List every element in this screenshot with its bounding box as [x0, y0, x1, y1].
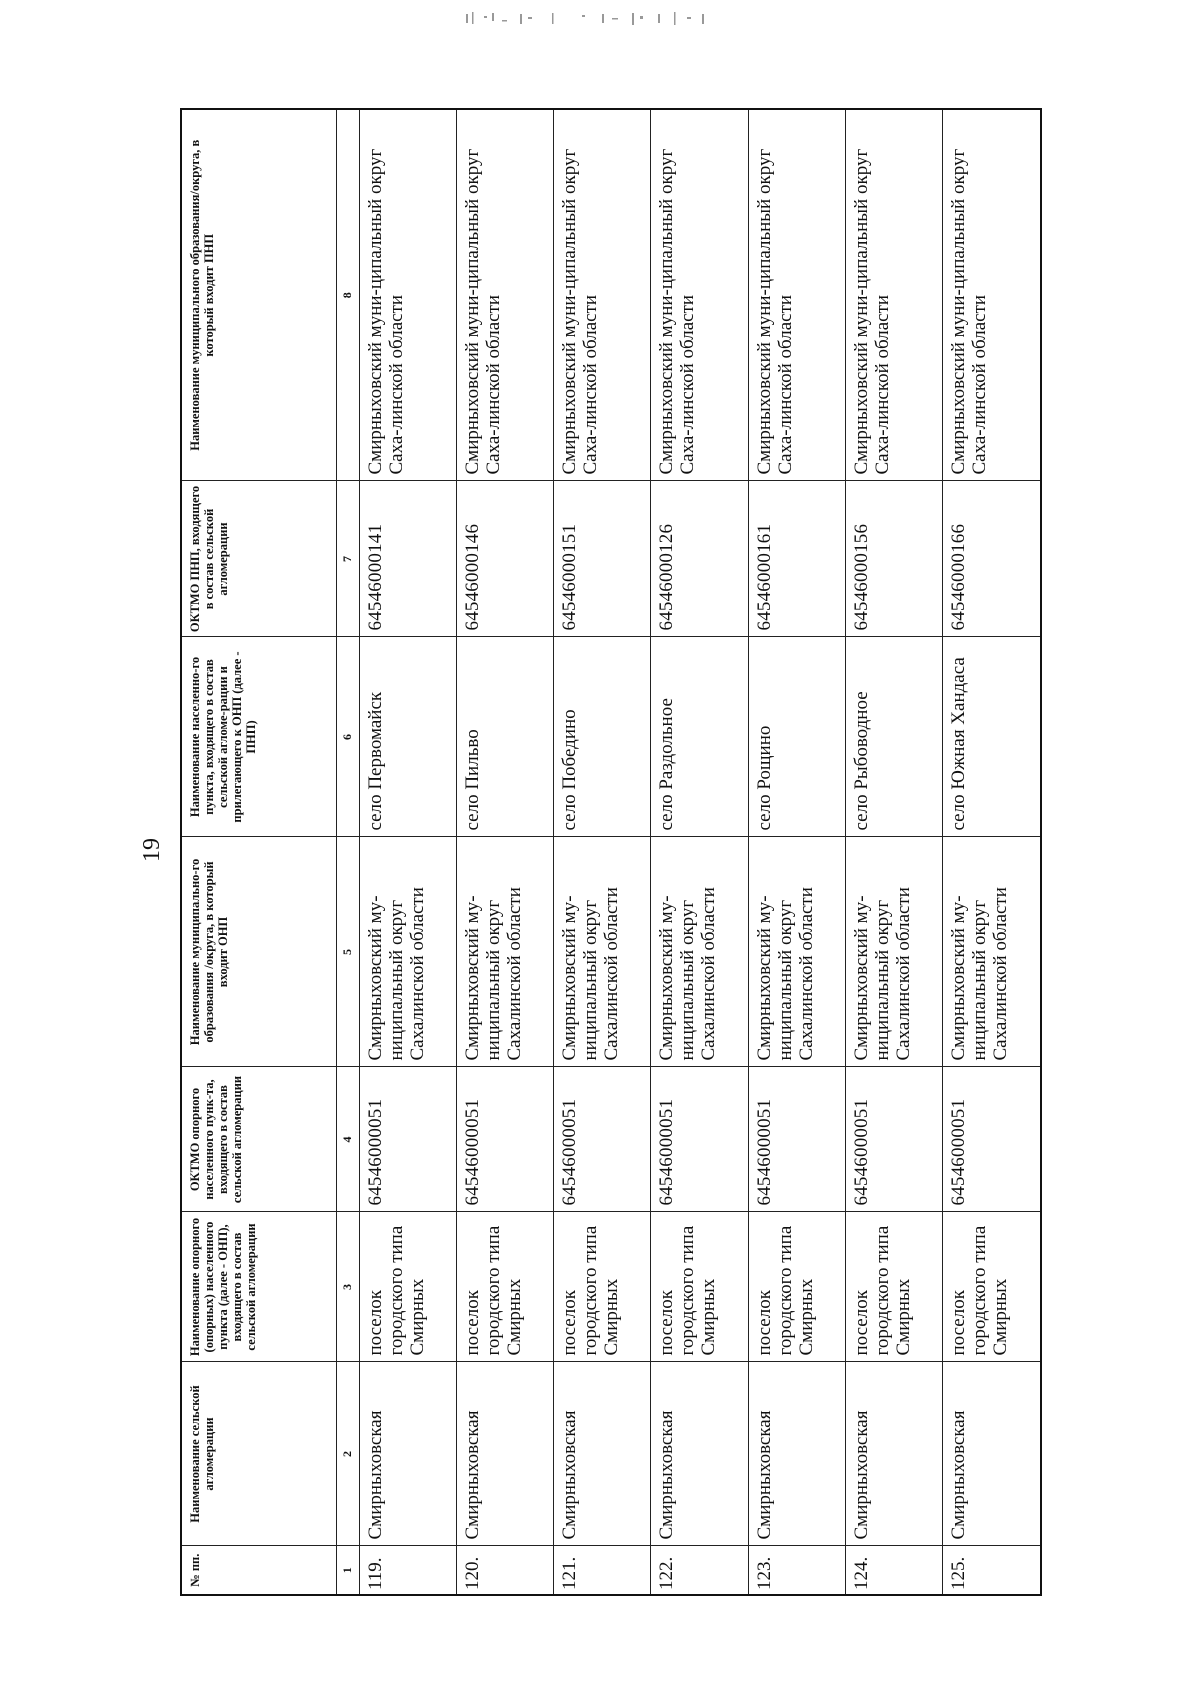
onp-municipality: Смирныховский му-ниципальный округ Сахалинской области: [359, 837, 456, 1067]
pnp-municipality: Смирныховский муни-ципальный округ Саха-линской области: [456, 109, 553, 481]
onp-oktmo: 64546000051: [359, 1067, 456, 1212]
onp-municipality: Смирныховский му-ниципальный округ Сахалинской области: [943, 837, 1041, 1067]
header-cell: ОКТМО ПНП, входящего в состав сельской агломерации: [181, 481, 336, 637]
row-number: 121.: [554, 1546, 651, 1595]
row-number: 124.: [846, 1546, 943, 1595]
agglomeration-name: Смирныховская: [359, 1362, 456, 1546]
onp-oktmo: 64546000051: [651, 1067, 748, 1212]
pnp-oktmo: 64546000161: [748, 481, 845, 637]
pnp-name: село Раздольное: [651, 637, 748, 837]
pnp-municipality: Смирныховский муни-ципальный округ Саха-линской области: [943, 109, 1041, 481]
agglomeration-name: Смирныховская: [456, 1362, 553, 1546]
table-header-row: [181, 109, 336, 1595]
header-cell: Наименование муниципально-го образования /округа, в который входит ОНП: [181, 837, 336, 1067]
table-row: [846, 109, 943, 1595]
pnp-municipality: Смирныховский муни-ципальный округ Саха-линской области: [748, 109, 845, 481]
pnp-oktmo: 64546000126: [651, 481, 748, 637]
agglomeration-name: Смирныховская: [651, 1362, 748, 1546]
column-number: 7: [336, 481, 359, 637]
onp-name: поселок городского типа Смирных: [554, 1212, 651, 1362]
onp-municipality: Смирныховский му-ниципальный округ Сахалинской области: [748, 837, 845, 1067]
column-number: 6: [336, 637, 359, 837]
table-row: [651, 109, 748, 1595]
header-cell: Наименование опорного (опорных) населенного пункта (далее - ОНП), входящего в состав сельской агломерации: [181, 1212, 336, 1362]
row-number: 119.: [359, 1546, 456, 1595]
onp-oktmo: 64546000051: [554, 1067, 651, 1212]
onp-name: поселок городского типа Смирных: [456, 1212, 553, 1362]
onp-name: поселок городского типа Смирных: [943, 1212, 1041, 1362]
row-number: 122.: [651, 1546, 748, 1595]
column-number: 5: [336, 837, 359, 1067]
table-row: [943, 109, 1041, 1595]
header-cell: Наименование сельской агломерации: [181, 1362, 336, 1546]
pnp-oktmo: 64546000166: [943, 481, 1041, 637]
pnp-municipality: Смирныховский муни-ципальный округ Саха-линской области: [554, 109, 651, 481]
onp-name: поселок городского типа Смирных: [359, 1212, 456, 1362]
header-cell: Наименование населенно-го пункта, входящего в состав сельской агломе-рации и прилегающего к ОНП (далее - ПНП): [181, 637, 336, 837]
pnp-name: село Южная Хандаса: [943, 637, 1041, 837]
column-number-row: [336, 109, 359, 1595]
onp-name: поселок городского типа Смирных: [651, 1212, 748, 1362]
pnp-oktmo: 64546000146: [456, 481, 553, 637]
column-number: 4: [336, 1067, 359, 1212]
onp-oktmo: 64546000051: [846, 1067, 943, 1212]
onp-oktmo: 64546000051: [943, 1067, 1041, 1212]
agglomeration-name: Смирныховская: [943, 1362, 1041, 1546]
pnp-name: село Победино: [554, 637, 651, 837]
onp-municipality: Смирныховский му-ниципальный округ Сахалинской области: [554, 837, 651, 1067]
pnp-name: село Пильво: [456, 637, 553, 837]
row-number: 123.: [748, 1546, 845, 1595]
page-number: 19: [139, 838, 165, 862]
header-cell: ОКТМО опорного населенного пунк-та, входящего в состав сельской агломерации: [181, 1067, 336, 1212]
row-number: 120.: [456, 1546, 553, 1595]
agglomeration-name: Смирныховская: [748, 1362, 845, 1546]
onp-municipality: Смирныховский му-ниципальный округ Сахалинской области: [846, 837, 943, 1067]
pnp-name: село Рощино: [748, 637, 845, 837]
header-cell: № пп.: [181, 1546, 336, 1595]
onp-oktmo: 64546000051: [456, 1067, 553, 1212]
column-number: 3: [336, 1212, 359, 1362]
table-row: [456, 109, 553, 1595]
pnp-municipality: Смирныховский муни-ципальный округ Саха-линской области: [359, 109, 456, 481]
table-row: [748, 109, 845, 1595]
header-cell: Наименование муниципального образования/округа, в который входит ПНП: [181, 109, 336, 481]
column-number: 8: [336, 109, 359, 481]
agglomeration-table: [180, 108, 1042, 1596]
table-row: [359, 109, 456, 1595]
pnp-name: село Рыбоводное: [846, 637, 943, 837]
column-number: 1: [336, 1546, 359, 1595]
onp-municipality: Смирныховский му-ниципальный округ Сахалинской области: [651, 837, 748, 1067]
pnp-oktmo: 64546000156: [846, 481, 943, 637]
onp-name: поселок городского типа Смирных: [846, 1212, 943, 1362]
pnp-municipality: Смирныховский муни-ципальный округ Саха-линской области: [846, 109, 943, 481]
pnp-oktmo: 64546000151: [554, 481, 651, 637]
agglomeration-name: Смирныховская: [554, 1362, 651, 1546]
onp-name: поселок городского типа Смирных: [748, 1212, 845, 1362]
pnp-oktmo: 64546000141: [359, 481, 456, 637]
agglomeration-name: Смирныховская: [846, 1362, 943, 1546]
onp-oktmo: 64546000051: [748, 1067, 845, 1212]
pnp-municipality: Смирныховский муни-ципальный округ Саха-линской области: [651, 109, 748, 481]
row-number: 125.: [943, 1546, 1041, 1595]
onp-municipality: Смирныховский му-ниципальный округ Сахалинской области: [456, 837, 553, 1067]
column-number: 2: [336, 1362, 359, 1546]
pnp-name: село Первомайск: [359, 637, 456, 837]
table-row: [554, 109, 651, 1595]
